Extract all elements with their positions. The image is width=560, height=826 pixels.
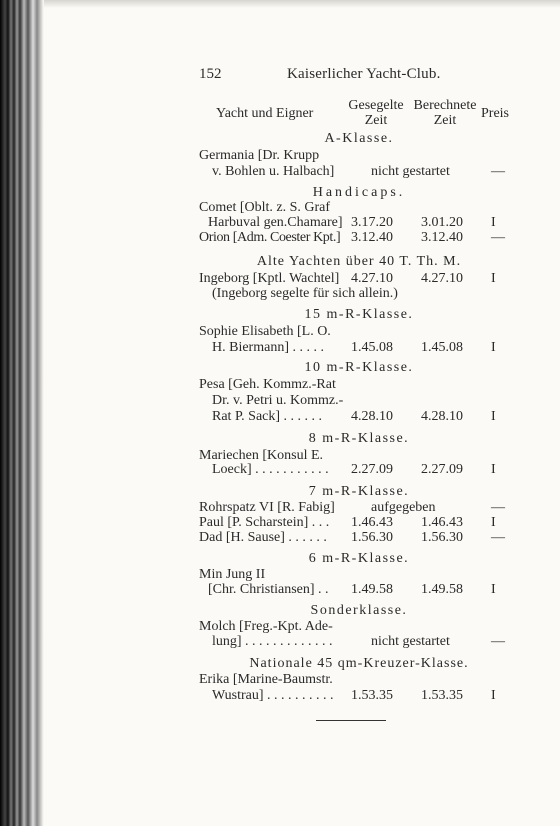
entry-corrected-time: 4.28.10 xyxy=(421,409,463,424)
entry-prize: — xyxy=(491,230,505,245)
entry-corrected-time: 1.46.43 xyxy=(421,515,463,530)
entry-prize: I xyxy=(491,582,496,597)
column-header-corrected xyxy=(406,98,484,128)
closing-rule xyxy=(316,720,386,721)
section-title: Alte Yachten über 40 T. Th. M. xyxy=(256,254,462,269)
entry-line: [Chr. Christiansen] . . xyxy=(208,582,329,597)
section-title: 15 m-R-Klasse. xyxy=(304,307,414,322)
entry-prize: — xyxy=(491,530,505,545)
entry-corrected-time: 1.45.08 xyxy=(421,340,463,355)
entry-line: Germania [Dr. Krupp xyxy=(199,148,320,163)
column-header-sailed-line2: Zeit xyxy=(364,113,388,128)
entry-line: Dr. v. Petri u. Kommz.- xyxy=(212,393,344,408)
entry-sailed-time: 3.12.40 xyxy=(351,230,393,245)
column-header-yacht: Yacht und Eigner xyxy=(216,106,314,121)
entry-line: H. Biermann] . . . . . xyxy=(212,340,324,355)
page-number: 152 xyxy=(199,66,222,82)
entry-line: Min Jung II xyxy=(199,567,266,582)
entry-prize: I xyxy=(491,271,496,286)
entry-corrected-time: 3.12.40 xyxy=(421,230,463,245)
entry-status: nicht gestartet xyxy=(371,634,450,649)
entry-corrected-time: 4.27.10 xyxy=(421,271,463,286)
entry-sailed-time: 4.28.10 xyxy=(351,409,393,424)
entry-prize: — xyxy=(491,164,505,179)
column-header-prize: Preis xyxy=(481,106,509,121)
entry-corrected-time: 1.53.35 xyxy=(421,688,463,703)
section-title: 8 m-R-Klasse. xyxy=(308,431,410,446)
section-title: Handicaps. xyxy=(312,185,406,200)
entry-line: Rohrspatz VI [R. Fabig] xyxy=(199,500,335,515)
entry-sailed-time: 4.27.10 xyxy=(351,271,393,286)
entry-sailed-time: 2.27.09 xyxy=(351,462,393,477)
entry-sailed-time: 1.53.35 xyxy=(351,688,393,703)
entry-sailed-time: 3.17.20 xyxy=(351,215,393,230)
entry-prize: I xyxy=(491,515,496,530)
entry-line: Wustrau] . . . . . . . . . . xyxy=(212,688,334,703)
entry-corrected-time: 2.27.09 xyxy=(421,462,463,477)
entry-prize: — xyxy=(491,500,505,515)
column-header-sailed xyxy=(340,98,412,128)
entry-line: Orion [Adm. Coester Kpt.] xyxy=(199,230,341,245)
entry-line: Dad [H. Sause] . . . . . . xyxy=(199,530,327,545)
entry-status: aufgegeben xyxy=(371,500,436,515)
entry-line: Loeck] . . . . . . . . . . . xyxy=(212,462,329,477)
entry-prize: I xyxy=(491,409,496,424)
entry-prize: I xyxy=(491,462,496,477)
section-title: Nationale 45 qm-Kreuzer-Klasse. xyxy=(249,656,469,671)
entry-status: nicht gestartet xyxy=(371,164,450,179)
column-header-sailed-line1: Gesegelte xyxy=(348,98,404,113)
section-title: 7 m-R-Klasse. xyxy=(308,484,410,499)
entry-prize: I xyxy=(491,688,496,703)
entry-line: Pesa [Geh. Kommz.-Rat xyxy=(199,377,336,392)
entry-line: Mariechen [Konsul E. xyxy=(199,448,324,463)
entry-line: Harbuval gen.Chamare] xyxy=(208,215,343,230)
entry-line: Rat P. Sack] . . . . . . xyxy=(212,409,323,424)
entry-prize: I xyxy=(491,215,496,230)
entry-line: Comet [Oblt. z. S. Graf xyxy=(199,200,331,215)
entry-line: Ingeborg [Kptl. Wachtel] xyxy=(199,271,340,286)
entry-line: Molch [Freg.-Kpt. Ade- xyxy=(199,619,333,634)
section-title: 6 m-R-Klasse. xyxy=(308,551,410,566)
column-header-corrected-line1: Berechnete xyxy=(413,98,477,113)
section-title: Sonderklasse. xyxy=(310,603,408,618)
entry-sailed-time: 1.49.58 xyxy=(351,582,393,597)
section-title: A-Klasse. xyxy=(324,131,394,146)
entry-corrected-time: 1.56.30 xyxy=(421,530,463,545)
page-edge xyxy=(44,0,560,8)
entry-line: v. Bohlen u. Halbach] xyxy=(212,164,335,179)
section-title: 10 m-R-Klasse. xyxy=(304,360,414,375)
entry-sailed-time: 1.56.30 xyxy=(351,530,393,545)
entry-corrected-time: 1.49.58 xyxy=(421,582,463,597)
book-spine xyxy=(0,0,44,826)
entry-sailed-time: 1.45.08 xyxy=(351,340,393,355)
entry-sailed-time: 1.46.43 xyxy=(351,515,393,530)
entry-line: Sophie Elisabeth [L. O. xyxy=(199,324,331,339)
entry-prize: I xyxy=(491,340,496,355)
entry-line: Paul [P. Scharstein] . . . xyxy=(199,515,330,530)
entry-line: lung] . . . . . . . . . . . . . xyxy=(212,634,333,649)
entry-line: Erika [Marine-Baumstr. xyxy=(199,672,333,687)
entry-corrected-time: 3.01.20 xyxy=(421,215,463,230)
entry-note: (Ingeborg segelte für sich allein.) xyxy=(212,286,398,301)
running-title: Kaiserlicher Yacht-Club. xyxy=(287,66,441,82)
column-header-corrected-line2: Zeit xyxy=(433,113,457,128)
entry-prize: — xyxy=(491,634,505,649)
